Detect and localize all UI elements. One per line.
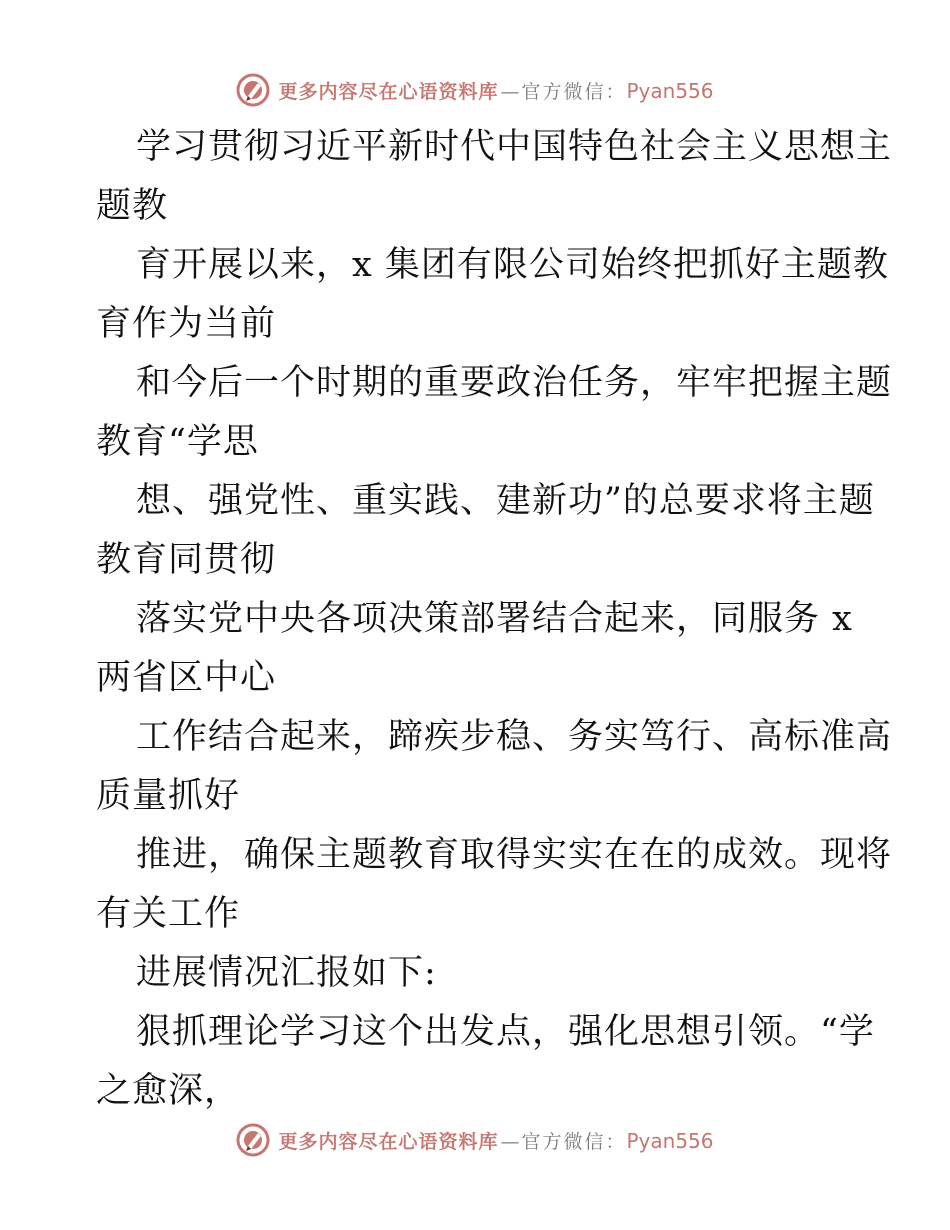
body-line: 题教	[96, 186, 169, 226]
body-line: 狠抓理论学习这个出发点，强化思想引领。“学	[136, 1012, 875, 1052]
body-line: 工作结合起来，蹄疾步稳、务实笃行、高标准高	[136, 717, 893, 757]
header-wechat-id: Pyan556	[626, 78, 714, 103]
body-line: 想、强党性、重实践、建新功”的总要求将主题	[136, 481, 875, 521]
pen-logo-icon	[236, 73, 270, 107]
body-line: 育开展以来，x 集团有限公司始终把抓好主题教	[136, 245, 889, 285]
footer-separator: —	[500, 1130, 520, 1153]
footer-wechat-id: Pyan556	[626, 1128, 714, 1153]
body-line: 进展情况汇报如下:	[136, 953, 437, 993]
document-body	[96, 118, 893, 1121]
body-line: 两省区中心	[96, 658, 277, 698]
body-line: 质量抓好	[96, 776, 241, 816]
header-brand-text: 更多内容尽在心语资料库	[278, 80, 499, 103]
pen-logo-icon	[236, 1123, 270, 1157]
body-line: 育作为当前	[96, 304, 277, 344]
body-line: 和今后一个时期的重要政治任务，牢牢把握主题	[136, 363, 893, 403]
body-line: 之愈深，	[96, 1071, 241, 1111]
header-banner	[0, 70, 950, 110]
body-line: 学习贯彻习近平新时代中国特色社会主义思想主	[136, 127, 893, 167]
body-line: 推进，确保主题教育取得实实在在的成效。现将	[136, 835, 893, 875]
header-separator: —	[500, 80, 520, 103]
body-line: 教育“学思	[96, 422, 259, 462]
body-line: 教育同贯彻	[96, 540, 277, 580]
footer-wechat-label: 官方微信：	[521, 1130, 627, 1153]
footer-brand-text: 更多内容尽在心语资料库	[278, 1130, 499, 1153]
footer-banner	[0, 1120, 950, 1160]
body-line: 有关工作	[96, 894, 241, 934]
header-wechat-label: 官方微信：	[521, 80, 627, 103]
body-line: 落实党中央各项决策部署结合起来，同服务 x	[136, 599, 853, 639]
